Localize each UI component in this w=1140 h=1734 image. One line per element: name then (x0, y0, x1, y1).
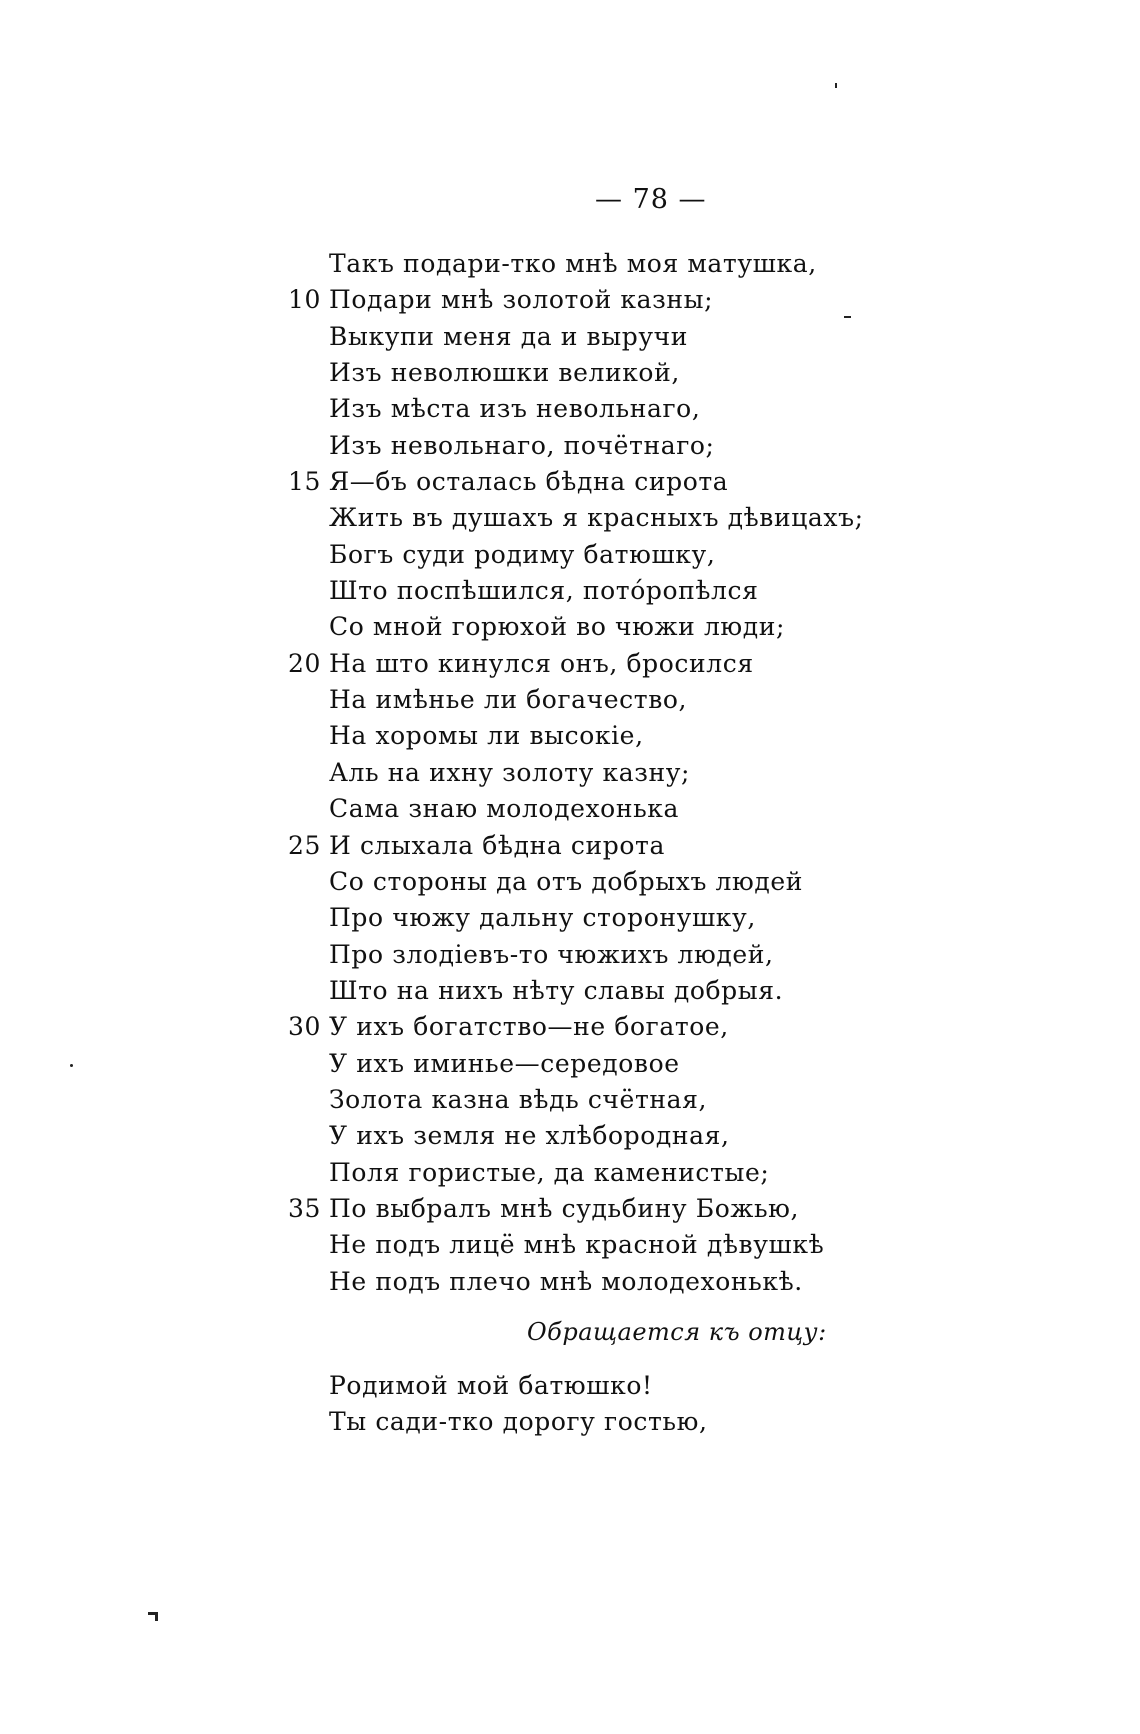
line-number: 15 (288, 467, 322, 497)
verse-text: Што поспѣшился, потóропѣлся (329, 576, 759, 606)
verse-line (0, 1155, 1140, 1191)
verse-text: Што на нихъ нѣту славы добрыя. (329, 975, 784, 1005)
verse-text: Подари мнѣ золотой казны; (329, 285, 714, 315)
verse-text: На хоромы ли высокіе, (329, 721, 644, 751)
verse-line (0, 391, 1140, 427)
print-speck (155, 1612, 158, 1621)
line-number: 25 (288, 830, 322, 860)
verse-text: Богъ суди родиму батюшку, (329, 539, 716, 569)
verse-block (0, 246, 1140, 1300)
verse-line (0, 246, 1140, 282)
verse-line (0, 718, 1140, 754)
verse-text: Изъ невольнаго, почётнаго; (329, 430, 715, 460)
verse-line (0, 791, 1140, 827)
verse-line (0, 1118, 1140, 1154)
verse-text: У ихъ богатство—не богатое, (329, 1012, 729, 1042)
verse-text: Жить въ душахъ я красныхъ дѣвицахъ; (329, 503, 864, 533)
verse-line (0, 355, 1140, 391)
verse-text: Про злодіевъ-то чюжихъ людей, (329, 939, 774, 969)
verse-line (0, 537, 1140, 573)
verse-line (0, 1046, 1140, 1082)
verse-text: Не подъ плечо мнѣ молодехонькѣ. (329, 1266, 803, 1296)
page-number: — 78 — (595, 184, 707, 215)
verse-text: И слыхала бѣдна сирота (329, 830, 665, 860)
verse-line (0, 282, 1140, 318)
verse-line (0, 1009, 1140, 1045)
line-number: 35 (288, 1193, 322, 1223)
verse-text: У ихъ иминье—середовое (329, 1048, 680, 1078)
verse-text: Сама знаю молодехонька (329, 794, 680, 824)
verse-text: Не подъ лицё мнѣ красной дѣвушкѣ (329, 1230, 825, 1260)
verse-text: На имѣнье ли богачество, (329, 685, 688, 715)
line-number: 20 (288, 648, 322, 678)
verse-text: Про чюжу дальну сторонушку, (329, 903, 756, 933)
verse-text: Со мной горюхой во чюжи люди; (329, 612, 786, 642)
verse-line (0, 319, 1140, 355)
verse-block-continuation (0, 1368, 1140, 1441)
verse-text: У ихъ земля не хлѣбородная, (329, 1121, 730, 1151)
verse-line (0, 428, 1140, 464)
verse-line (0, 1404, 1140, 1440)
verse-line (0, 1368, 1140, 1404)
verse-line (0, 682, 1140, 718)
verse-text: Золота казна вѣдь счётная, (329, 1084, 708, 1114)
verse-text: Аль на ихну золоту казну; (329, 757, 691, 787)
verse-line (0, 609, 1140, 645)
verse-text: Изъ мѣста изъ невольнаго, (329, 394, 701, 424)
verse-line (0, 828, 1140, 864)
line-number: 10 (288, 285, 322, 315)
verse-text: Со стороны да отъ добрыхъ людей (329, 866, 803, 896)
verse-text: Поля гористые, да каменистые; (329, 1157, 770, 1187)
verse-line (0, 900, 1140, 936)
verse-text: На што кинулся онъ, бросился (329, 648, 754, 678)
stage-direction: Обращается къ отцу: (527, 1318, 827, 1346)
verse-line (0, 1264, 1140, 1300)
verse-text: По выбралъ мнѣ судьбину Божью, (329, 1193, 800, 1223)
verse-line (0, 755, 1140, 791)
verse-text: Я—бъ осталась бѣдна сирота (329, 467, 729, 497)
print-speck (835, 83, 837, 88)
verse-line (0, 646, 1140, 682)
verse-line (0, 864, 1140, 900)
verse-line (0, 937, 1140, 973)
verse-line (0, 1227, 1140, 1263)
verse-text: Выкупи меня да и выручи (329, 321, 689, 351)
verse-text: Родимой мой батюшко! (329, 1371, 653, 1400)
verse-line (0, 1191, 1140, 1227)
verse-text: Такъ подари-тко мнѣ моя матушка, (329, 249, 817, 278)
verse-line (0, 500, 1140, 536)
verse-text: Изъ неволюшки великой, (329, 358, 680, 388)
verse-line (0, 1082, 1140, 1118)
verse-line (0, 464, 1140, 500)
verse-line (0, 973, 1140, 1009)
verse-line (0, 573, 1140, 609)
verse-text: Ты сади-тко дорогу гостью, (329, 1407, 708, 1437)
line-number: 30 (288, 1012, 322, 1042)
